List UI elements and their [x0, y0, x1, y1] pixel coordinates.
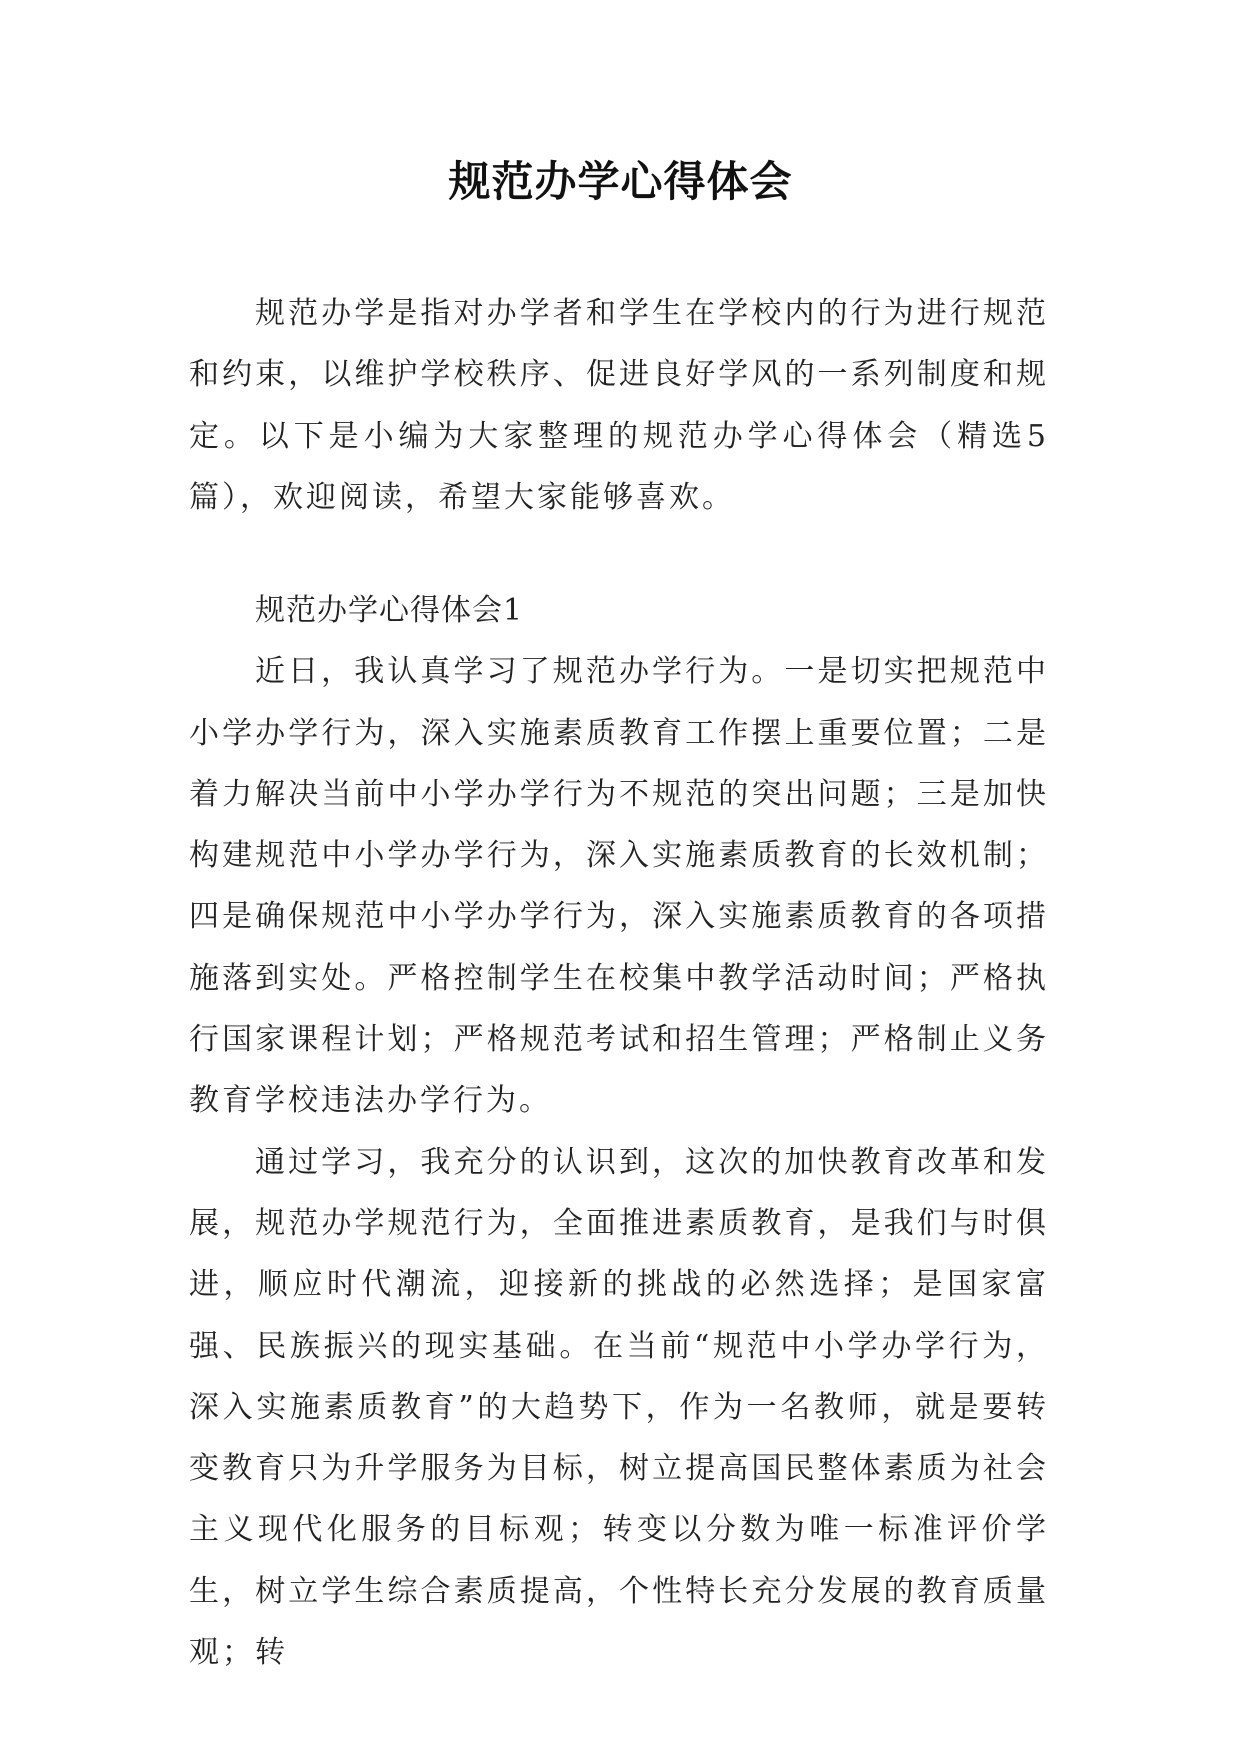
- section-heading: 规范办学心得体会1: [255, 593, 524, 628]
- section-1: [189, 580, 1049, 1683]
- document-title: 规范办学心得体会: [448, 157, 793, 206]
- section-paragraph-2: 通过学习，我充分的认识到，这次的加快教育改革和发展，规范办学规范行为，全面推进素质教育，是我们与时俱进，顺应时代潮流，迎接新的挑战的必然选择；是国家富强、民族振兴的现实基础。在当前“规范中小学办学行为，深入实施素质教育”的大趋势下，作为一名教师，就是要转变教育只为升学服务为目标，树立提高国民整体素质为社会主义现代化服务的目标观；转变以分数为唯一标准评价学生，树立学生综合素质提高，个性特长充分发展的教育质量观；转: [189, 1144, 1049, 1671]
- section-paragraph-1: 近日，我认真学习了规范办学行为。一是切实把规范中小学办学行为，深入实施素质教育工作摆上重要位置；二是着力解决当前中小学办学行为不规范的突出问题；三是加快构建规范中小学办学行为，深入实施素质教育的长效机制；四是确保规范中小学办学行为，深入实施素质教育的各项措施落到实处。严格控制学生在校集中教学活动时间；严格执行国家课程计划；严格规范考试和招生管理；严格制止义务教育学校违法办学行为。: [189, 654, 1049, 1119]
- intro-paragraph: 规范办学是指对办学者和学生在学校内的行为进行规范和约束，以维护学校秩序、促进良好学风的一系列制度和规定。以下是小编为大家整理的规范办学心得体会（精选5篇），欢迎阅读，希望大家能够喜欢。: [189, 296, 1049, 515]
- intro-block: [189, 283, 1049, 528]
